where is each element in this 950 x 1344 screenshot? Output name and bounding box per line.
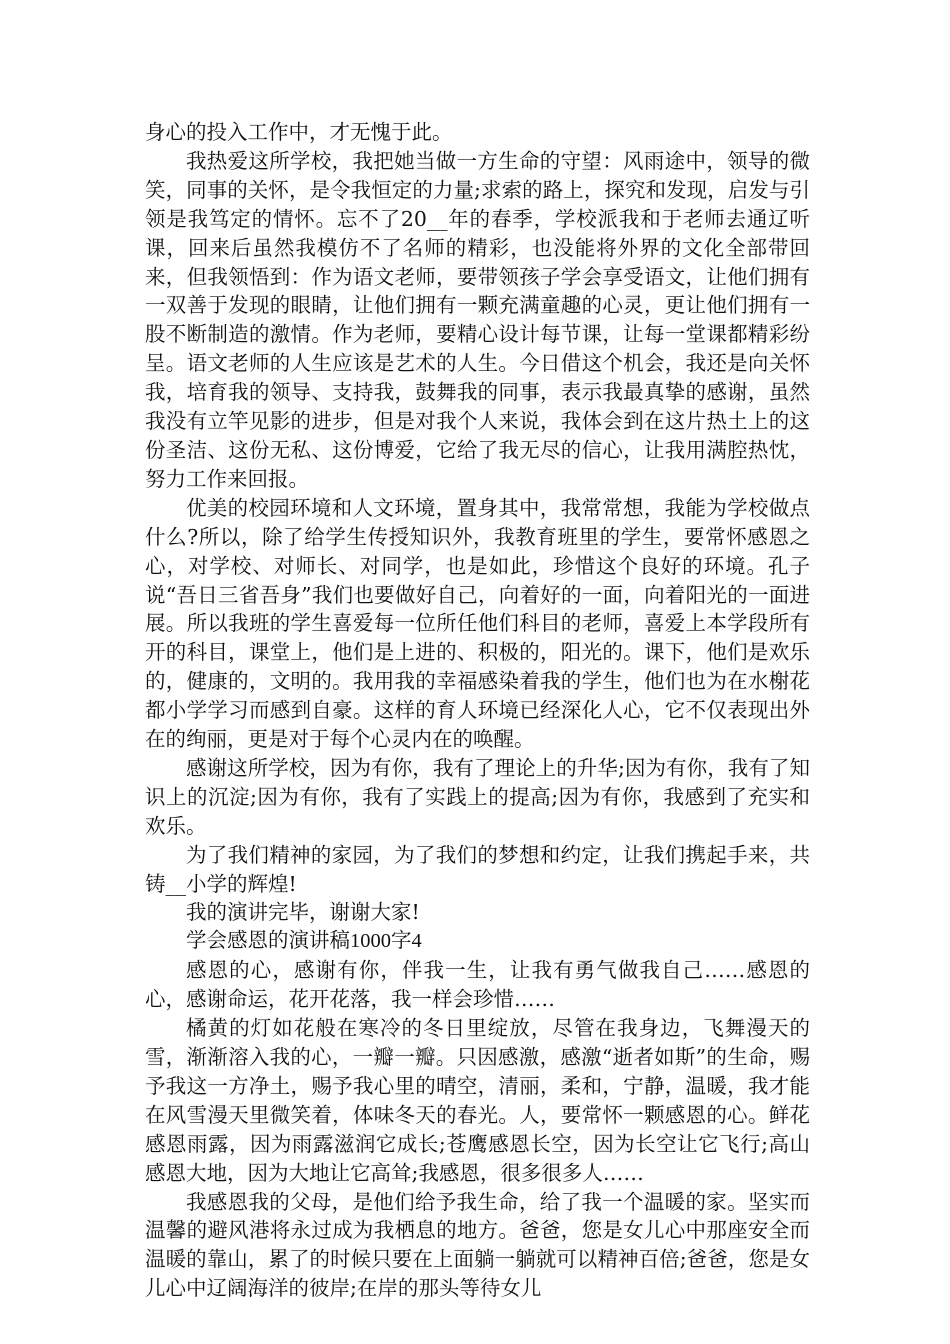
closing-line: 我的演讲完毕，谢谢大家!	[186, 900, 420, 925]
paragraph-4: 感谢这所学校，因为有你，我有了理论上的升华;因为有你，我有了知识上的沉淀;因为有你，我有了实践上的提高;因为有你，我感到了充实和欢乐。	[145, 755, 810, 838]
paragraph-7: 橘黄的灯如花般在寒冷的冬日里绽放，尽管在我身边，飞舞漫天的雪，渐渐溶入我的心，一瓣一瓣。只因感激，感激“逝者如斯”的生命，赐予我这一方净土，赐予我心里的晴空，清丽，柔和，宁静，温暖，我才能在风雪漫天里微笑着，体味冬天的春光。人，要常怀一颗感恩的心。鲜花感恩雨露，因为雨露滋润它成长;苍鹰感恩长空，因为长空让它飞行;高山感恩大地，因为大地让它高耸;我感恩，很多很多人……	[145, 1016, 810, 1185]
paragraph-2: 我热爱这所学校，我把她当做一方生命的守望：风雨途中，领导的微笑，同事的关怀，是令我恒定的力量;求索的路上，探究和发现，启发与引领是我笃定的情怀。忘不了20__年的春季，学校派我和于老师去通辽听课，回来后虽然我模仿不了名师的精彩，也没能将外界的文化全部带回来，但我领悟到：作为语文老师，要带领孩子学会享受语文，让他们拥有一双善于发现的眼睛，让他们拥有一颗充满童趣的心灵，更让他们拥有一股不断制造的激情。作为老师，要精心设计每节课，让每一堂课都精彩纷呈。语文老师的人生应该是艺术的人生。今日借这个机会，我还是向关怀我，培育我的领导、支持我，鼓舞我的同事，表示我最真挚的感谢，虽然我没有立竿见影的进步，但是对我个人来说，我体会到在这片热土上的这份圣洁、这份无私、这份博爱，它给了我无尽的信心，让我用满腔热忱，努力工作来回报。	[145, 148, 810, 491]
paragraph-8: 我感恩我的父母，是他们给予我生命，给了我一个温暖的家。坚实而温馨的避风港将永过成为我栖息的地方。爸爸，您是女儿心中那座安全而温暖的靠山，累了的时候只要在上面躺一躺就可以精神百倍;爸爸，您是女儿心中辽阔海洋的彼岸;在岸的那头等待女儿	[145, 1189, 810, 1301]
section-title: 学会感恩的演讲稿1000字4	[186, 930, 422, 953]
document-body	[145, 118, 810, 1303]
paragraph-1: 身心的投入工作中，才无愧于此。	[145, 120, 453, 144]
paragraph-6: 感恩的心，感谢有你，伴我一生，让我有勇气做我自己……感恩的心，感谢命运，花开花落，我一样会珍惜……	[145, 958, 810, 1012]
paragraph-3: 优美的校园环境和人文环境，置身其中，我常常想，我能为学校做点什么?所以，除了给学生传授知识外，我教育班里的学生，要常怀感恩之心，对学校、对师长、对同学，也是如此，珍惜这个良好的环境。孔子说“吾日三省吾身”我们也要做好自己，向着好的一面，向着阳光的一面进展。所以我班的学生喜爱每一位所任他们科目的老师，喜爱上本学段所有开的科目，课堂上，他们是上进的、积极的，阳光的。课下，他们是欢乐的，健康的，文明的。我用我的幸福感染着我的学生，他们也为在水榭花都小学学习而感到自豪。这样的育人环境已经深化人心，它不仅表现出外在的绚丽，更是对于每个心灵内在的唤醒。	[145, 495, 810, 752]
paragraph-5: 为了我们精神的家园，为了我们的梦想和约定，让我们携起手来，共铸__小学的辉煌!	[145, 842, 810, 896]
